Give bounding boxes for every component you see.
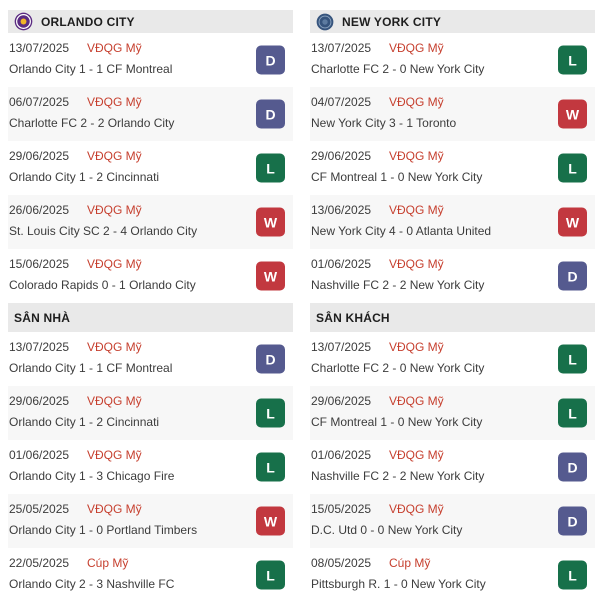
result-badge: L (558, 561, 587, 590)
match-row[interactable] (8, 249, 293, 303)
league-label: VĐQG Mỹ (87, 394, 142, 408)
match-row[interactable] (8, 195, 293, 249)
league-label: VĐQG Mỹ (389, 149, 444, 163)
result-badge: L (256, 453, 285, 482)
match-score: Charlotte FC 2 - 0 New York City (311, 62, 485, 76)
match-date: 29/06/2025 (311, 394, 372, 408)
league-label: VĐQG Mỹ (389, 95, 444, 109)
result-badge: W (256, 262, 285, 291)
match-score: Orlando City 1 - 3 Chicago Fire (9, 469, 175, 483)
match-date: 01/06/2025 (311, 448, 372, 462)
match-date: 26/06/2025 (9, 203, 70, 217)
result-badge: D (256, 46, 285, 75)
match-row[interactable] (310, 332, 595, 386)
new-york-city-crest-icon (316, 13, 334, 31)
league-label: VĐQG Mỹ (87, 448, 142, 462)
result-badge: D (256, 100, 285, 129)
league-label: VĐQG Mỹ (87, 41, 142, 55)
match-row[interactable] (310, 386, 595, 440)
league-label: Cúp Mỹ (389, 556, 431, 570)
league-label: VĐQG Mỹ (389, 448, 444, 462)
league-label: VĐQG Mỹ (389, 340, 444, 354)
match-date: 06/07/2025 (9, 95, 70, 109)
league-label: VĐQG Mỹ (87, 203, 142, 217)
match-date: 13/07/2025 (311, 41, 372, 55)
match-score: Charlotte FC 2 - 2 Orlando City (9, 116, 175, 130)
result-badge: L (256, 154, 285, 183)
result-badge: L (256, 561, 285, 590)
match-row[interactable] (8, 386, 293, 440)
result-badge: W (256, 208, 285, 237)
match-score: New York City 4 - 0 Atlanta United (311, 224, 492, 238)
section-title: SÂN KHÁCH (316, 310, 390, 325)
match-row[interactable] (310, 87, 595, 141)
league-label: VĐQG Mỹ (87, 95, 142, 109)
team-header-new-york (310, 10, 595, 33)
match-date: 22/05/2025 (9, 556, 70, 570)
section-header-away (310, 303, 595, 332)
match-score: St. Louis City SC 2 - 4 Orlando City (9, 224, 198, 238)
result-badge: W (558, 208, 587, 237)
match-date: 29/06/2025 (9, 394, 70, 408)
league-label: VĐQG Mỹ (389, 394, 444, 408)
result-badge: L (558, 46, 587, 75)
match-row[interactable] (8, 87, 293, 141)
match-date: 04/07/2025 (311, 95, 372, 109)
match-row[interactable] (8, 548, 293, 602)
match-row[interactable] (310, 195, 595, 249)
match-score: Orlando City 1 - 2 Cincinnati (9, 415, 160, 429)
league-label: VĐQG Mỹ (389, 203, 444, 217)
match-row[interactable] (310, 494, 595, 548)
match-score: Pittsburgh R. 1 - 0 New York City (311, 577, 486, 591)
match-row[interactable] (8, 494, 293, 548)
team-header-orlando (8, 10, 293, 33)
match-score: Orlando City 1 - 2 Cincinnati (9, 170, 160, 184)
match-score: Orlando City 2 - 3 Nashville FC (9, 577, 175, 591)
match-row[interactable] (8, 332, 293, 386)
match-score: CF Montreal 1 - 0 New York City (311, 170, 483, 184)
match-date: 01/06/2025 (9, 448, 70, 462)
match-score: CF Montreal 1 - 0 New York City (311, 415, 483, 429)
team-name: NEW YORK CITY (342, 14, 442, 29)
match-date: 13/07/2025 (9, 41, 70, 55)
match-row[interactable] (8, 141, 293, 195)
match-date: 15/05/2025 (311, 502, 372, 516)
match-score: D.C. Utd 0 - 0 New York City (311, 523, 463, 537)
match-row[interactable] (8, 33, 293, 87)
match-score: New York City 3 - 1 Toronto (311, 116, 457, 130)
match-date: 13/07/2025 (9, 340, 70, 354)
match-score: Orlando City 1 - 1 CF Montreal (9, 62, 173, 76)
match-row[interactable] (8, 440, 293, 494)
match-score: Charlotte FC 2 - 0 New York City (311, 361, 485, 375)
league-label: VĐQG Mỹ (87, 502, 142, 516)
result-badge: L (558, 399, 587, 428)
result-badge: D (558, 507, 587, 536)
result-badge: L (256, 399, 285, 428)
match-row[interactable] (310, 548, 595, 602)
result-badge: D (558, 453, 587, 482)
match-date: 29/06/2025 (9, 149, 70, 163)
league-label: VĐQG Mỹ (389, 502, 444, 516)
match-score: Orlando City 1 - 0 Portland Timbers (9, 523, 198, 537)
column-orlando-city (8, 10, 293, 602)
match-row[interactable] (310, 33, 595, 87)
result-badge: W (558, 100, 587, 129)
match-row[interactable] (310, 440, 595, 494)
match-row[interactable] (310, 249, 595, 303)
match-date: 01/06/2025 (311, 257, 372, 271)
match-date: 13/07/2025 (311, 340, 372, 354)
result-badge: D (256, 345, 285, 374)
match-date: 15/06/2025 (9, 257, 70, 271)
league-label: VĐQG Mỹ (389, 41, 444, 55)
match-date: 08/05/2025 (311, 556, 372, 570)
section-title: SÂN NHÀ (14, 310, 71, 325)
league-label: VĐQG Mỹ (389, 257, 444, 271)
orlando-city-crest-icon (14, 12, 33, 31)
match-score: Nashville FC 2 - 2 New York City (311, 278, 485, 292)
match-row[interactable] (310, 141, 595, 195)
result-badge: L (558, 154, 587, 183)
match-score: Colorado Rapids 0 - 1 Orlando City (9, 278, 196, 292)
league-label: VĐQG Mỹ (87, 257, 142, 271)
match-date: 25/05/2025 (9, 502, 70, 516)
league-label: VĐQG Mỹ (87, 149, 142, 163)
result-badge: D (558, 262, 587, 291)
column-new-york-city (310, 10, 595, 602)
league-label: VĐQG Mỹ (87, 340, 142, 354)
match-score: Nashville FC 2 - 2 New York City (311, 469, 485, 483)
result-badge: W (256, 507, 285, 536)
section-header-home (8, 303, 293, 332)
match-date: 29/06/2025 (311, 149, 372, 163)
match-score: Orlando City 1 - 1 CF Montreal (9, 361, 173, 375)
team-name: ORLANDO CITY (41, 14, 135, 29)
league-label: Cúp Mỹ (87, 556, 129, 570)
result-badge: L (558, 345, 587, 374)
match-date: 13/06/2025 (311, 203, 372, 217)
